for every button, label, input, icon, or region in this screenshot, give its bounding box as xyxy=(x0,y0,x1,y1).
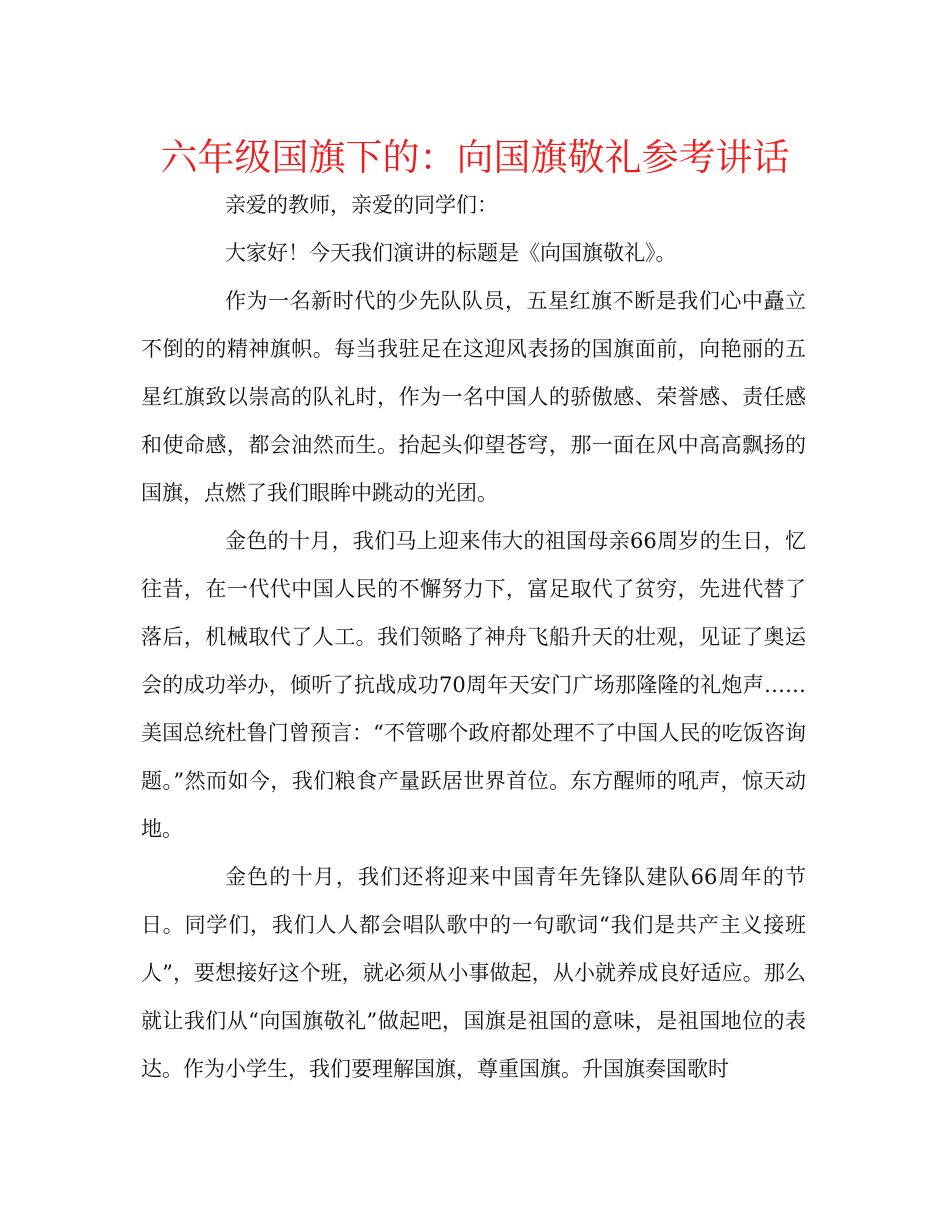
body-paragraph-3: 金色的十月，我们还将迎来中国青年先锋队建队66周年的节日。同学们，我们人人都会唱队歌中的一句歌词“我们是共产主义接班人”，要想接好这个班，就必须从小事做起，从小就养成良好适应。那么就让我们从“向国旗敬礼”做起吧，国旗是祖国的意味，是祖国地位的表达。作为小学生，我们要理解国旗，尊重国旗。升国旗奏国歌时 xyxy=(141,865,806,1081)
salutation-paragraph: 亲爱的教师，亲爱的同学们： xyxy=(225,193,498,217)
document-body xyxy=(141,181,806,1093)
body-paragraph-1: 作为一名新时代的少先队队员，五星红旗不断是我们心中矗立不倒的的精神旗帜。每当我驻足在这迎风表扬的国旗面前，向艳丽的五星红旗致以崇高的队礼时，作为一名中国人的骄傲感、荣誉感、责任感和使命感，都会油然而生。抬起头仰望苍穹，那一面在风中高高飘扬的国旗，点燃了我们眼眸中跳动的光团。 xyxy=(141,289,806,505)
greeting-paragraph: 大家好！今天我们演讲的标题是《向国旗敬礼》。 xyxy=(225,241,677,265)
body-paragraph-2: 金色的十月，我们马上迎来伟大的祖国母亲66周岁的生日，忆往昔，在一代代中国人民的不懈努力下，富足取代了贫穷，先进代替了落后，机械取代了人工。我们领略了神舟飞船升天的壮观，见证了奥运会的成功举办，倾听了抗战成功70周年天安门广场那隆隆的礼炮声……美国总统杜鲁门曾预言：“不管哪个政府都处理不了中国人民的吃饭咨询题。”然而如今，我们粮食产量跃居世界首位。东方醒师的吼声，惊天动地。 xyxy=(141,529,806,841)
document-title: 六年级国旗下的：向国旗敬礼参考讲话 xyxy=(160,136,790,179)
